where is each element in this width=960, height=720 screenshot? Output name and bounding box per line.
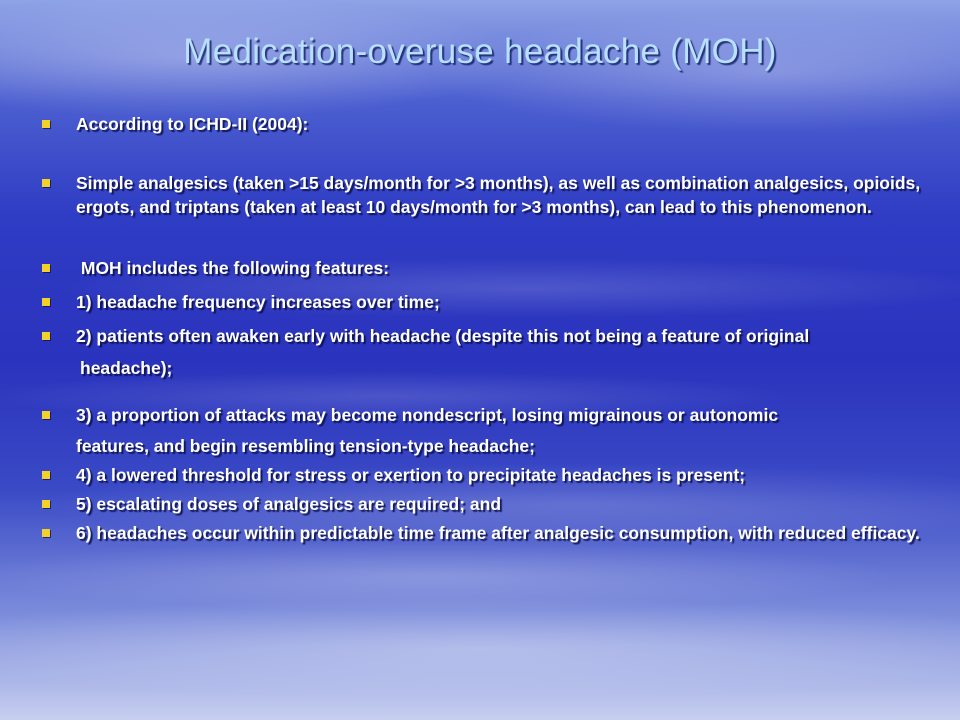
slide-title: Medication-overuse headache (MOH) bbox=[183, 32, 777, 71]
bullet-item bbox=[42, 324, 922, 348]
bullet-list bbox=[42, 112, 922, 545]
bullet-item bbox=[42, 521, 922, 545]
square-bullet-icon bbox=[42, 264, 50, 272]
bullet-item bbox=[42, 290, 922, 314]
bullet-text: MOH includes the following features: bbox=[76, 258, 390, 278]
bullet-text: 4) a lowered threshold for stress or exertion to precipitate headaches is present; bbox=[76, 465, 746, 485]
bullet-text: 5) escalating doses of analgesics are required; and bbox=[76, 494, 502, 514]
square-bullet-icon bbox=[42, 471, 50, 479]
bullet-item bbox=[42, 112, 922, 136]
bullet-text: 1) headache frequency increases over time; bbox=[76, 292, 440, 312]
bullet-item bbox=[42, 171, 922, 219]
square-bullet-icon bbox=[42, 411, 50, 419]
bullet-text: 3) a proportion of attacks may become nondescript, losing migrainous or autonomic bbox=[76, 405, 779, 425]
bullet-item bbox=[42, 256, 922, 280]
square-bullet-icon bbox=[42, 298, 50, 306]
bullet-text: 6) headaches occur within predictable time frame after analgesic consumption, with reduced efficacy. bbox=[76, 523, 920, 543]
bullet-item bbox=[42, 492, 922, 516]
bullet-text: According to ICHD-II (2004): bbox=[76, 114, 309, 134]
square-bullet-icon bbox=[42, 332, 50, 340]
bullet-item bbox=[42, 403, 922, 427]
bullet-continuation: features, and begin resembling tension-type headache; bbox=[76, 436, 535, 456]
bullet-text: 2) patients often awaken early with headache (despite this not being a feature of original bbox=[76, 326, 810, 346]
square-bullet-icon bbox=[42, 529, 50, 537]
square-bullet-icon bbox=[42, 179, 50, 187]
bullet-text: Simple analgesics (taken >15 days/month for >3 months), as well as combination analgesics, opioids, ergots, and triptans (taken at least 10 days/month for >3 months), can lead to this phenomenon. bbox=[76, 173, 921, 217]
bullet-item bbox=[42, 463, 922, 487]
bullet-continuation: headache); bbox=[80, 358, 173, 378]
square-bullet-icon bbox=[42, 120, 50, 128]
square-bullet-icon bbox=[42, 500, 50, 508]
